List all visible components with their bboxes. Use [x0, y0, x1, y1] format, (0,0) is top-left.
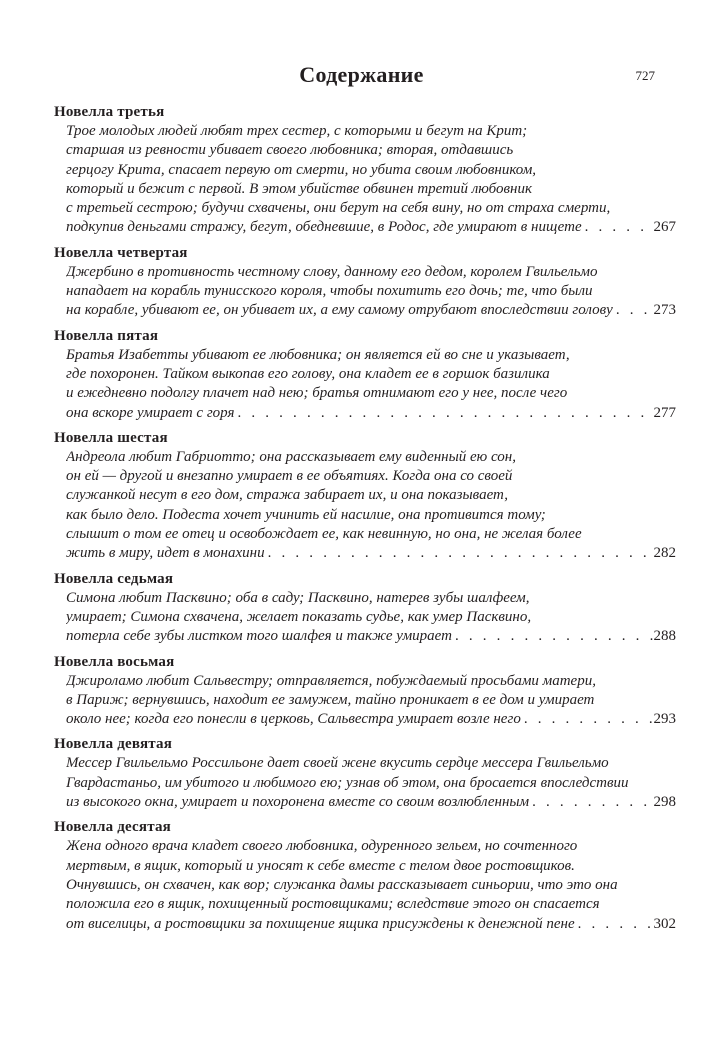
summary-line: Мессер Гвильельмо Россильоне дает своей жене вкусить сердце мессера Гвильельмо: [66, 755, 609, 772]
novella-summary: [54, 346, 676, 423]
summary-last-line: [66, 710, 676, 729]
summary-line: Симона любит Пасквино; оба в саду; Пасквино, натерев зубы шалфеем,: [66, 589, 530, 606]
toc-entry: [54, 569, 676, 647]
table-of-contents: [54, 102, 676, 939]
summary-line: Джироламо любит Сальвестру; отправляется, побуждаемый просьбами матери,: [66, 672, 596, 689]
summary-line: из высокого окна, умирает и похоронена вместе со своим возлюбленным: [66, 794, 530, 811]
summary-line: герцогу Крита, спасает первую от смерти, но убита своим любовником,: [66, 161, 537, 178]
summary-line: где похоронен. Тайком выкопав его голову, она кладет ее в горшок базилика: [66, 365, 550, 382]
toc-entry: [54, 817, 676, 933]
dot-leader: [521, 710, 654, 729]
novella-title: Новелла четвертая: [54, 244, 188, 261]
summary-line: старшая из ревности убивает своего любовника; вторая, отдавшись: [66, 142, 514, 159]
dot-leader: [529, 793, 653, 812]
dot-leader: [575, 915, 654, 934]
summary-line: Гвардастаньо, им убитого и любимого ею; узнав об этом, она бросается впоследствии: [66, 774, 629, 791]
summary-line: как было дело. Подеста хочет учинить ей насилие, она противится тому;: [66, 506, 546, 523]
summary-line: и ежедневно подолгу плачет над нею; братья отнимают его у нее, после чего: [66, 385, 568, 402]
toc-page-number: 288: [653, 628, 676, 645]
novella-title: Новелла восьмая: [54, 653, 175, 670]
summary-line: который и бежит с первой. В этом убийстве обвинен третий любовник: [66, 180, 532, 197]
toc-page-number: 267: [653, 219, 676, 236]
summary-line: он ей — другой и внезапно умирает в ее объятиях. Когда она со своей: [66, 468, 513, 485]
summary-line: она вскоре умирает с горя: [66, 404, 235, 421]
novella-title: Новелла шестая: [54, 429, 168, 446]
dot-leader: [613, 301, 654, 320]
summary-line: от виселицы, а ростовщики за похищение ящика присуждены к денежной пене: [66, 915, 575, 932]
summary-line: потерла себе зубы листком того шалфея и также умирает: [66, 628, 452, 645]
novella-title: Новелла третья: [54, 104, 165, 120]
toc-page-number: 302: [653, 915, 676, 932]
summary-line: Джербино в противность честному слову, данному его дедом, королем Гвильельмо: [66, 263, 598, 280]
novella-summary: [54, 263, 676, 321]
toc-entry: [54, 102, 676, 238]
summary-line: положила его в ящик, похищенный ростовщиками; вследствие этого он спасается: [66, 896, 600, 913]
novella-title: Новелла седьмая: [54, 570, 174, 587]
page-number: 727: [635, 68, 655, 83]
summary-last-line: [66, 404, 676, 423]
toc-page-number: 282: [653, 545, 676, 562]
summary-last-line: [66, 301, 676, 320]
toc-page-number: 277: [653, 404, 676, 421]
page-title: Содержание: [299, 62, 424, 87]
dot-leader: [265, 544, 654, 563]
summary-line: нападает на корабль тунисского короля, чтобы похитить его дочь; те, что были: [66, 283, 593, 300]
summary-last-line: [66, 915, 676, 934]
summary-line: слышит о том ее отец и освобождает ее, как невинную, но она, не желая более: [66, 526, 582, 543]
summary-line: Братья Изабетты убивают ее любовника; он является ей во сне и указывает,: [66, 346, 570, 363]
toc-entry: [54, 734, 676, 812]
novella-summary: [54, 754, 676, 812]
novella-summary: [54, 672, 676, 730]
summary-last-line: [66, 627, 676, 646]
summary-line: Жена одного врача кладет своего любовника, одуренного зельем, но сочтенного: [66, 838, 578, 855]
toc-entry: [54, 652, 676, 730]
dot-leader: [582, 218, 654, 237]
summary-line: Очнувшись, он схвачен, как вор; служанка дамы рассказывает синьории, что это она: [66, 876, 618, 893]
novella-title: Новелла десятая: [54, 819, 172, 836]
novella-title: Новелла пятая: [54, 327, 159, 344]
summary-line: подкупив деньгами стражу, бегут, обедневшие, в Родос, где умирают в нищете: [66, 219, 582, 236]
summary-line: жить в миру, идет в монахини: [66, 545, 265, 562]
toc-page-number: 298: [653, 794, 676, 811]
novella-summary: [54, 448, 676, 564]
summary-line: служанкой несут в его дом, стража забирает их, и она показывает,: [66, 487, 508, 504]
summary-last-line: [66, 218, 676, 237]
summary-line: около нее; когда его понесли в церковь, Сальвестра умирает возле него: [66, 711, 521, 728]
page-header: [0, 60, 723, 92]
summary-line: Трое молодых людей любят трех сестер, с которыми и бегут на Крит;: [66, 123, 528, 139]
novella-summary: [54, 837, 676, 933]
summary-line: Андреола любит Габриотто; она рассказывает ему виденный ею сон,: [66, 448, 516, 465]
dot-leader: [234, 404, 653, 423]
summary-line: мертвым, в ящик, который и уносят к себе вместе с телом двое ростовщиков.: [66, 857, 575, 874]
novella-summary: [54, 122, 676, 238]
novella-title: Новелла девятая: [54, 736, 173, 753]
toc-entry: [54, 326, 676, 423]
toc-entry: [54, 428, 676, 564]
toc-entry: [54, 243, 676, 321]
novella-summary: [54, 589, 676, 647]
dot-leader: [452, 627, 654, 646]
summary-last-line: [66, 793, 676, 812]
summary-line: с третьей сестрою; будучи схвачены, они берут на себя вину, но от страха смерти,: [66, 200, 611, 217]
summary-last-line: [66, 544, 676, 563]
toc-page-number: 293: [653, 711, 676, 728]
summary-line: на корабле, убивают ее, он убивает их, а ему самому отрубают впоследствии голову: [66, 302, 613, 319]
summary-line: умирает; Симона схвачена, желает показать судье, как умер Пасквино,: [66, 608, 532, 625]
summary-line: в Париж; вернувшись, находит ее замужем, тайно проникает в ее дом и умирает: [66, 691, 595, 708]
toc-page-number: 273: [653, 302, 676, 319]
